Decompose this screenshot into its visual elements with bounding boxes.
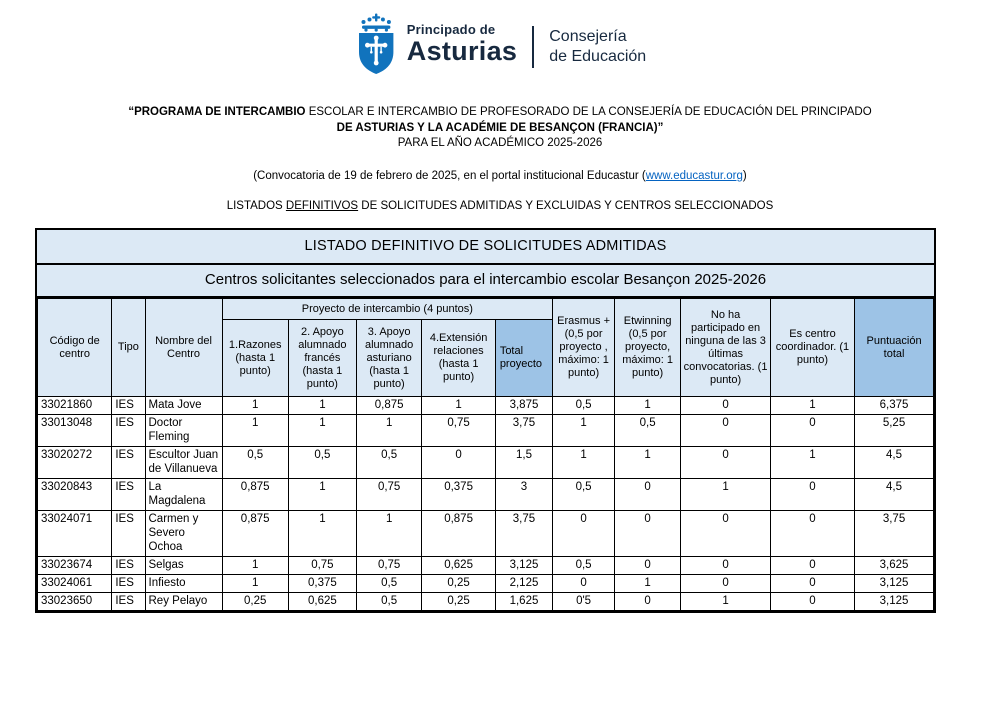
cell-codigo: 33023650 bbox=[38, 593, 112, 611]
program-title-line1 bbox=[50, 105, 950, 121]
cell-codigo: 33023674 bbox=[38, 557, 112, 575]
col-header-total-proyecto: Total proyecto bbox=[495, 320, 552, 397]
col-header-etwinning: Etwinning (0,5 por proyecto, máximo: 1 punto) bbox=[614, 299, 680, 397]
cell-score: 1 bbox=[356, 511, 421, 557]
cell-nombre: Infiesto bbox=[145, 575, 222, 593]
cell-score: 0 bbox=[614, 593, 680, 611]
table-row bbox=[38, 447, 934, 479]
cell-score: 0,75 bbox=[356, 479, 421, 511]
cell-nombre: Selgas bbox=[145, 557, 222, 575]
cell-score: 0 bbox=[614, 511, 680, 557]
col-header-puntuacion-total: Puntuación total bbox=[855, 299, 934, 397]
program-title-line2 bbox=[50, 121, 950, 137]
col-header-erasmus: Erasmus + (0,5 por proyecto , máximo: 1 punto) bbox=[553, 299, 615, 397]
logo-org-large: Asturias bbox=[406, 36, 518, 66]
cell-score: 3,125 bbox=[855, 593, 934, 611]
cell-score: 6,375 bbox=[855, 397, 934, 415]
cell-codigo: 33013048 bbox=[38, 415, 112, 447]
cell-tipo: IES bbox=[112, 557, 145, 575]
cell-score: 1 bbox=[614, 575, 680, 593]
cell-score: 0 bbox=[614, 557, 680, 575]
listados-line bbox=[50, 200, 950, 212]
cell-tipo: IES bbox=[112, 479, 145, 511]
cell-score: 0 bbox=[770, 479, 854, 511]
convocatoria-line bbox=[50, 170, 950, 182]
cell-nombre: Mata Jove bbox=[145, 397, 222, 415]
cell-score: 0,375 bbox=[422, 479, 495, 511]
cell-score: 4,5 bbox=[855, 447, 934, 479]
cell-score: 0,875 bbox=[356, 397, 421, 415]
program-title-bold: “PROGRAMA DE INTERCAMBIO bbox=[128, 106, 306, 118]
cell-score: 1 bbox=[553, 415, 615, 447]
logo-org-small: Principado de bbox=[406, 22, 496, 37]
cell-score: 0,5 bbox=[288, 447, 356, 479]
cell-score: 3,75 bbox=[495, 415, 552, 447]
cell-score: 0 bbox=[681, 415, 771, 447]
program-title-rest: ESCOLAR E INTERCAMBIO DE PROFESORADO DE LA CONSEJERÍA DE EDUCACIÓN DEL PRINCIPADO bbox=[305, 106, 872, 118]
cell-score: 0,375 bbox=[288, 575, 356, 593]
cell-score: 5,25 bbox=[855, 415, 934, 447]
cell-score: 1 bbox=[681, 479, 771, 511]
cell-score: 0 bbox=[770, 557, 854, 575]
cell-codigo: 33021860 bbox=[38, 397, 112, 415]
table-title-sub: Centros solicitantes seleccionados para el intercambio escolar Besançon 2025-2026 bbox=[37, 265, 934, 298]
cell-codigo: 33020843 bbox=[38, 479, 112, 511]
cell-score: 1 bbox=[614, 397, 680, 415]
educastur-link[interactable]: www.educastur.org bbox=[645, 170, 743, 182]
col-header-tipo: Tipo bbox=[112, 299, 145, 397]
cell-score: 0,5 bbox=[553, 397, 615, 415]
cell-score: 1 bbox=[288, 415, 356, 447]
cell-codigo: 33024061 bbox=[38, 575, 112, 593]
cell-score: 0 bbox=[770, 593, 854, 611]
table-row bbox=[38, 557, 934, 575]
cell-score: 1 bbox=[422, 397, 495, 415]
cell-score: 0,5 bbox=[356, 575, 421, 593]
admitted-list-table-block bbox=[35, 228, 936, 613]
cell-score: 0,875 bbox=[222, 511, 288, 557]
col-header-extension: 4.Extensión relaciones (hasta 1 punto) bbox=[422, 320, 495, 397]
cell-score: 3 bbox=[495, 479, 552, 511]
logo-department bbox=[549, 22, 646, 67]
table-header bbox=[38, 299, 934, 397]
cell-score: 0,75 bbox=[356, 557, 421, 575]
admitted-table bbox=[37, 298, 934, 611]
cell-score: 1 bbox=[288, 511, 356, 557]
cell-score: 0 bbox=[681, 447, 771, 479]
table-row bbox=[38, 593, 934, 611]
cell-tipo: IES bbox=[112, 415, 145, 447]
listados-definitivos: DEFINITIVOS bbox=[285, 200, 359, 212]
cell-score: 3,125 bbox=[495, 557, 552, 575]
cell-codigo: 33020272 bbox=[38, 447, 112, 479]
cell-score: 0,5 bbox=[222, 447, 288, 479]
cell-score: 0,5 bbox=[553, 557, 615, 575]
cell-score: 3,625 bbox=[855, 557, 934, 575]
logo-dept-line2: de Educación bbox=[549, 47, 647, 65]
col-header-proyecto-span: Proyecto de intercambio (4 puntos) bbox=[222, 299, 553, 320]
table-title-main: LISTADO DEFINITIVO DE SOLICITUDES ADMITIDAS bbox=[37, 230, 934, 265]
cell-score: 1 bbox=[356, 415, 421, 447]
cell-tipo: IES bbox=[112, 447, 145, 479]
cell-score: 0,25 bbox=[422, 575, 495, 593]
listados-pre: LISTADOS bbox=[226, 200, 286, 212]
cell-score: 2,125 bbox=[495, 575, 552, 593]
cell-score: 1 bbox=[770, 397, 854, 415]
cell-score: 4,5 bbox=[855, 479, 934, 511]
cell-score: 0 bbox=[770, 415, 854, 447]
cell-score: 0,5 bbox=[553, 479, 615, 511]
cell-score: 0,25 bbox=[222, 593, 288, 611]
cell-score: 0,625 bbox=[288, 593, 356, 611]
cell-score: 0 bbox=[681, 511, 771, 557]
logo-divider bbox=[532, 26, 534, 68]
cell-nombre: Rey Pelayo bbox=[145, 593, 222, 611]
admitted-table-body bbox=[38, 397, 934, 611]
cell-nombre: La Magdalena bbox=[145, 479, 222, 511]
col-header-razones: 1.Razones (hasta 1 punto) bbox=[222, 320, 288, 397]
listados-post: DE SOLICITUDES ADMITIDAS Y EXCLUIDAS Y CENTROS SELECCIONADOS bbox=[358, 200, 774, 212]
table-row bbox=[38, 511, 934, 557]
cell-score: 3,75 bbox=[855, 511, 934, 557]
logo-dept-line1: Consejería bbox=[549, 27, 627, 45]
cell-tipo: IES bbox=[112, 511, 145, 557]
cell-codigo: 33024071 bbox=[38, 511, 112, 557]
cell-score: 0,5 bbox=[356, 593, 421, 611]
cell-score: 1 bbox=[222, 415, 288, 447]
program-title-line2-bold: DE ASTURIAS Y LA ACADÉMIE DE BESANÇON (FRANCIA)” bbox=[336, 121, 664, 134]
col-header-nombre: Nombre del Centro bbox=[145, 299, 222, 397]
cell-score: 1 bbox=[222, 397, 288, 415]
cell-score: 3,875 bbox=[495, 397, 552, 415]
cell-score: 0,875 bbox=[222, 479, 288, 511]
col-header-coordinador: Es centro coordinador. (1 punto) bbox=[770, 299, 854, 397]
cell-score: 1 bbox=[553, 447, 615, 479]
cell-score: 0,75 bbox=[288, 557, 356, 575]
cell-score: 1 bbox=[288, 397, 356, 415]
cell-tipo: IES bbox=[112, 397, 145, 415]
table-row bbox=[38, 575, 934, 593]
cell-score: 0 bbox=[681, 397, 771, 415]
cell-score: 0 bbox=[614, 479, 680, 511]
cell-score: 0,875 bbox=[422, 511, 495, 557]
col-header-apoyo-frances: 2. Apoyo alumnado francés (hasta 1 punto) bbox=[288, 320, 356, 397]
logo-block bbox=[0, 13, 1000, 75]
cell-score: 0,5 bbox=[614, 415, 680, 447]
cell-nombre: Escultor Juan de Villanueva bbox=[145, 447, 222, 479]
cell-score: 0 bbox=[770, 575, 854, 593]
col-header-no-participado: No ha participado en ninguna de las 3 últimas convocatorias. (1 punto) bbox=[681, 299, 771, 397]
table-row bbox=[38, 397, 934, 415]
table-row bbox=[38, 479, 934, 511]
program-title bbox=[50, 105, 950, 152]
program-title-line3: PARA EL AÑO ACADÉMICO 2025-2026 bbox=[397, 137, 603, 149]
cell-score: 3,125 bbox=[855, 575, 934, 593]
cell-score: 1 bbox=[288, 479, 356, 511]
cell-score: 0 bbox=[553, 511, 615, 557]
cell-score: 0 bbox=[770, 511, 854, 557]
cell-score: 0,25 bbox=[422, 593, 495, 611]
cell-score: 3,75 bbox=[495, 511, 552, 557]
cell-score: 0,75 bbox=[422, 415, 495, 447]
cell-score: 0 bbox=[422, 447, 495, 479]
col-header-codigo: Código de centro bbox=[38, 299, 112, 397]
cell-score: 1 bbox=[222, 557, 288, 575]
cell-score: 1 bbox=[614, 447, 680, 479]
cell-score: 0'5 bbox=[553, 593, 615, 611]
cell-tipo: IES bbox=[112, 575, 145, 593]
cell-score: 0 bbox=[681, 557, 771, 575]
cell-score: 1,625 bbox=[495, 593, 552, 611]
asturias-shield-icon bbox=[354, 13, 398, 75]
col-header-apoyo-asturiano: 3. Apoyo alumnado asturiano (hasta 1 punto) bbox=[356, 320, 421, 397]
cell-score: 1 bbox=[222, 575, 288, 593]
table-row bbox=[38, 415, 934, 447]
cell-score: 1 bbox=[770, 447, 854, 479]
cell-score: 1,5 bbox=[495, 447, 552, 479]
cell-score: 0,625 bbox=[422, 557, 495, 575]
cell-nombre: Carmen y Severo Ochoa bbox=[145, 511, 222, 557]
cell-score: 1 bbox=[681, 593, 771, 611]
convocatoria-close-paren: ) bbox=[742, 170, 747, 182]
logo-brand-text bbox=[407, 23, 517, 65]
cell-tipo: IES bbox=[112, 593, 145, 611]
convocatoria-text: (Convocatoria de 19 de febrero de 2025, en el portal institucional Educastur ( bbox=[253, 170, 646, 182]
cell-score: 0 bbox=[681, 575, 771, 593]
cell-score: 0 bbox=[553, 575, 615, 593]
cell-nombre: Doctor Fleming bbox=[145, 415, 222, 447]
cell-score: 0,5 bbox=[356, 447, 421, 479]
